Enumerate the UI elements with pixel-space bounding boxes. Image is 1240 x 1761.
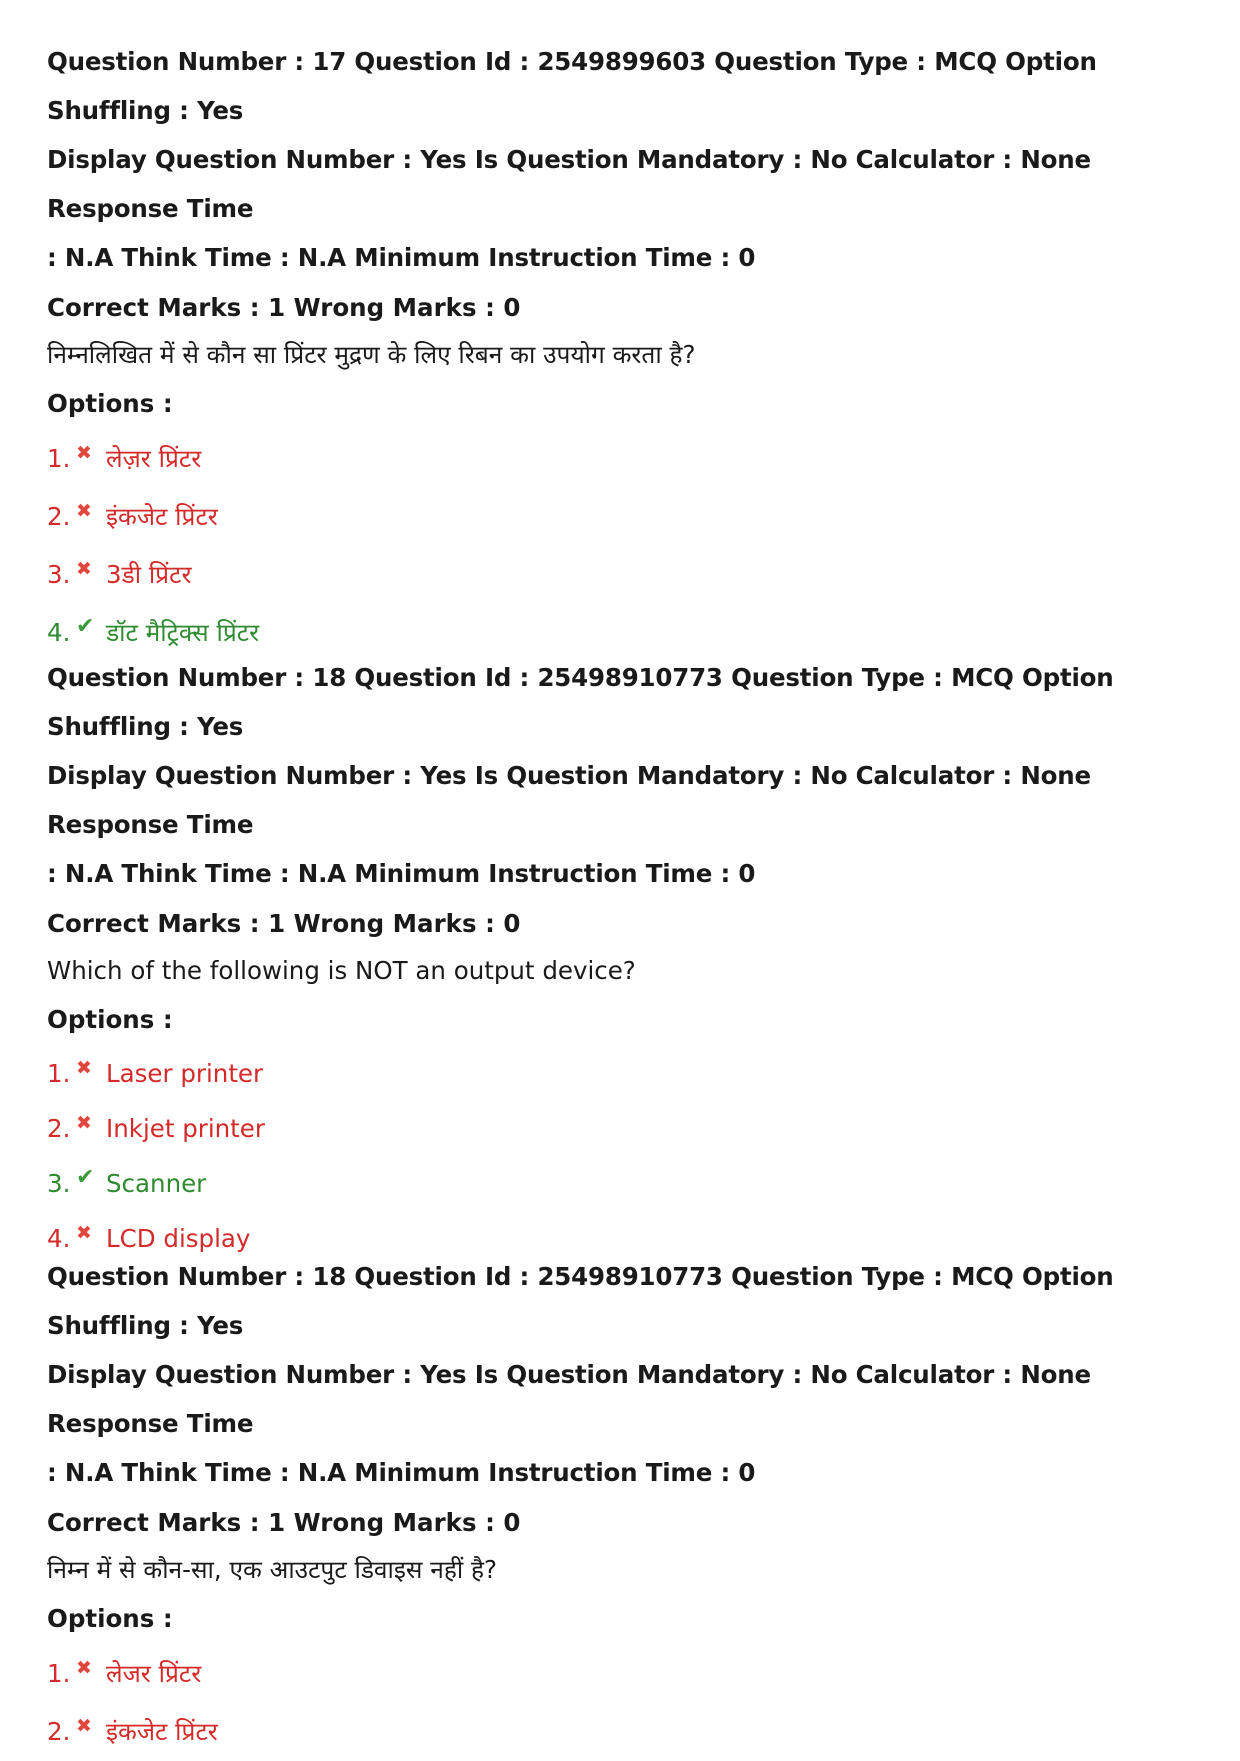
question-text: निम्न में से कौन-सा, एक आउटपुट डिवाइस नहीं है? — [47, 1555, 498, 1584]
option-item — [47, 1101, 1207, 1156]
option-number: 4. — [47, 1223, 71, 1253]
question-meta-line: : N.A Think Time : N.A Minimum Instruction Time : 0 — [47, 243, 756, 272]
option-number: 1. — [47, 1659, 71, 1688]
option-text: Inkjet printer — [106, 1113, 265, 1143]
cross-icon: ✖ — [76, 1657, 92, 1679]
question-meta-line: Question Number : 18 Question Id : 25498910773 Question Type : MCQ Option Shuffling : Yes — [47, 663, 1114, 741]
cross-icon: ✖ — [76, 1715, 92, 1737]
cross-icon: ✖ — [76, 558, 92, 580]
question-block-18-en — [47, 653, 1207, 1266]
option-item — [47, 488, 1207, 546]
marks-line: Correct Marks : 1 Wrong Marks : 0 — [47, 293, 521, 322]
option-text: Laser printer — [106, 1058, 264, 1088]
cross-icon: ✖ — [76, 1221, 92, 1244]
option-text: लेजर प्रिंटर — [106, 1659, 202, 1688]
option-number: 3. — [47, 1168, 71, 1198]
option-number: 2. — [47, 1113, 71, 1143]
option-number: 1. — [47, 1058, 71, 1088]
option-number: 2. — [47, 502, 71, 531]
question-meta-line: Display Question Number : Yes Is Question Mandatory : No Calculator : None Response Time — [47, 761, 1091, 839]
check-icon: ✔ — [76, 614, 95, 639]
option-item — [47, 1046, 1207, 1101]
option-text: इंकजेट प्रिंटर — [106, 502, 218, 531]
option-text: डॉट मैट्रिक्स प्रिंटर — [106, 618, 260, 647]
options-label: Options : — [47, 1604, 173, 1633]
question-text: निम्नलिखित में से कौन सा प्रिंटर मुद्रण के लिए रिबन का उपयोग करता है? — [47, 340, 696, 369]
marks-line: Correct Marks : 1 Wrong Marks : 0 — [47, 1508, 521, 1537]
cross-icon: ✖ — [76, 1111, 92, 1134]
question-meta-line: Display Question Number : Yes Is Question Mandatory : No Calculator : None Response Time — [47, 145, 1091, 223]
check-icon: ✔ — [76, 1164, 95, 1190]
question-meta-line: : N.A Think Time : N.A Minimum Instruction Time : 0 — [47, 859, 756, 888]
option-text: लेज़र प्रिंटर — [106, 444, 202, 473]
cross-icon: ✖ — [76, 500, 92, 522]
option-item — [47, 1645, 1207, 1703]
option-text: Scanner — [106, 1168, 207, 1198]
option-number: 2. — [47, 1717, 71, 1746]
options-list — [47, 1645, 1207, 1761]
question-text: Which of the following is NOT an output device? — [47, 956, 636, 985]
options-label: Options : — [47, 1005, 173, 1034]
options-label: Options : — [47, 389, 173, 418]
option-text: 3डी प्रिंटर — [106, 560, 192, 589]
option-item — [47, 546, 1207, 604]
cross-icon: ✖ — [76, 1056, 92, 1079]
cross-icon: ✖ — [76, 442, 92, 464]
option-number: 3. — [47, 560, 71, 589]
options-list — [47, 430, 1207, 662]
question-block-18-hi — [47, 1252, 1207, 1761]
question-block-17 — [47, 37, 1207, 662]
option-text: इंकजेट प्रिंटर — [106, 1717, 218, 1746]
option-text: LCD display — [106, 1223, 251, 1253]
option-number: 4. — [47, 618, 71, 647]
question-meta-line: Display Question Number : Yes Is Question Mandatory : No Calculator : None Response Time — [47, 1360, 1091, 1438]
option-item-correct — [47, 1156, 1207, 1211]
question-meta-line: : N.A Think Time : N.A Minimum Instruction Time : 0 — [47, 1458, 756, 1487]
option-item — [47, 1703, 1207, 1761]
marks-line: Correct Marks : 1 Wrong Marks : 0 — [47, 909, 521, 938]
option-number: 1. — [47, 444, 71, 473]
question-meta-line: Question Number : 17 Question Id : 2549899603 Question Type : MCQ Option Shuffling : Yes — [47, 47, 1097, 125]
option-item — [47, 430, 1207, 488]
question-meta-line: Question Number : 18 Question Id : 25498910773 Question Type : MCQ Option Shuffling : Yes — [47, 1262, 1114, 1340]
options-list — [47, 1046, 1207, 1266]
